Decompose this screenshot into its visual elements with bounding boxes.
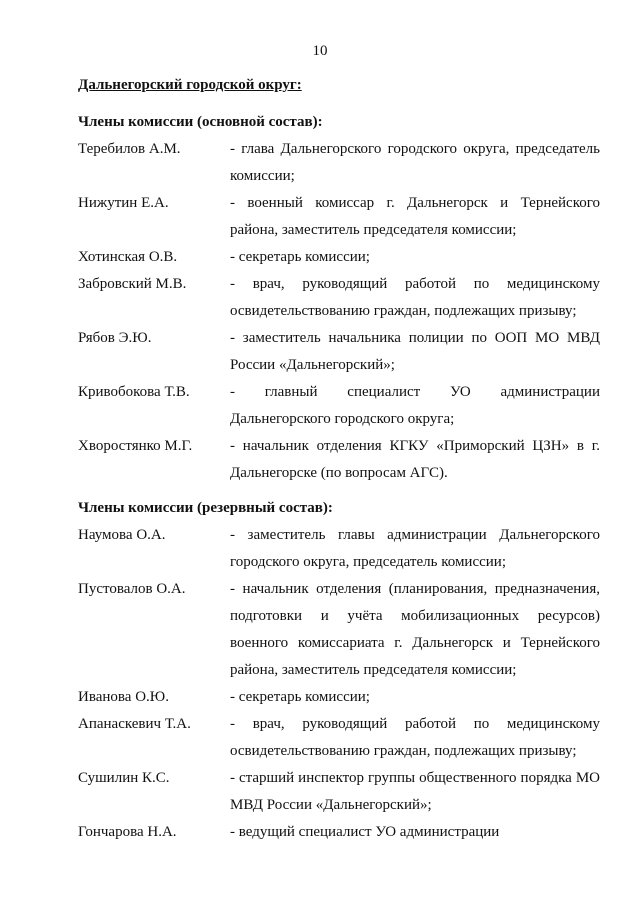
member-row	[78, 136, 600, 190]
reserve-section-title: Члены комиссии (резервный состав):	[78, 500, 333, 516]
member-row	[78, 765, 600, 819]
member-row	[78, 711, 600, 765]
member-row	[78, 325, 600, 379]
reserve-members-list	[78, 522, 600, 846]
district-title: Дальнегорский городской округ:	[78, 77, 302, 93]
member-role: - заместитель начальника полиции по ООП МО МВД России «Дальнегорский»;	[230, 330, 600, 373]
member-row	[78, 244, 600, 271]
member-role: - ведущий специалист УО администрации	[230, 824, 500, 840]
page-number: 10	[312, 43, 328, 59]
member-row	[78, 271, 600, 325]
member-name: Нижутин Е.А.	[78, 195, 169, 211]
member-role: - врач, руководящий работой по медицинскому освидетельствованию граждан, подлежащих призыву;	[230, 716, 600, 759]
member-row	[78, 522, 600, 576]
member-name: Сушилин К.С.	[78, 770, 170, 786]
member-row	[78, 576, 600, 684]
member-name: Апанаскевич Т.А.	[78, 716, 191, 732]
member-row	[78, 190, 600, 244]
member-role: - глава Дальнегорского городского округа, председатель комиссии;	[230, 141, 600, 184]
member-role: - секретарь комиссии;	[230, 249, 370, 265]
member-name: Гончарова Н.А.	[78, 824, 177, 840]
member-role: - начальник отделения КГКУ «Приморский ЦЗН» в г. Дальнегорске (по вопросам АГС).	[230, 438, 600, 481]
member-name: Теребилов А.М.	[78, 141, 181, 157]
member-role: - главный специалист УО администрации Дальнегорского городского округа;	[230, 384, 600, 427]
member-role: - военный комиссар г. Дальнегорск и Тернейского района, заместитель председателя комиссии;	[230, 195, 600, 238]
member-name: Хворостянко М.Г.	[78, 438, 193, 454]
member-row	[78, 684, 600, 711]
member-role: - врач, руководящий работой по медицинскому освидетельствованию граждан, подлежащих призыву;	[230, 276, 600, 319]
member-row	[78, 819, 600, 846]
main-members-list	[78, 136, 600, 487]
member-name: Пустовалов О.А.	[78, 581, 186, 597]
member-row	[78, 379, 600, 433]
member-role: - старший инспектор группы общественного порядка МО МВД России «Дальнегорский»;	[230, 770, 600, 813]
member-role: - заместитель главы администрации Дальнегорского городского округа, председатель комиссии;	[230, 527, 600, 570]
member-name: Кривобокова Т.В.	[78, 384, 190, 400]
member-name: Рябов Э.Ю.	[78, 330, 152, 346]
main-section-title: Члены комиссии (основной состав):	[78, 114, 323, 130]
member-row	[78, 433, 600, 487]
member-name: Забровский М.В.	[78, 276, 187, 292]
member-role: - секретарь комиссии;	[230, 689, 370, 705]
member-role: - начальник отделения (планирования, предназначения, подготовки и учёта мобилизационных ресурсов) военного комиссариата г. Дальнегорск и Тернейского района, заместитель председателя комиссии;	[230, 581, 600, 678]
member-name: Наумова О.А.	[78, 527, 166, 543]
member-name: Хотинская О.В.	[78, 249, 178, 265]
member-name: Иванова О.Ю.	[78, 689, 169, 705]
